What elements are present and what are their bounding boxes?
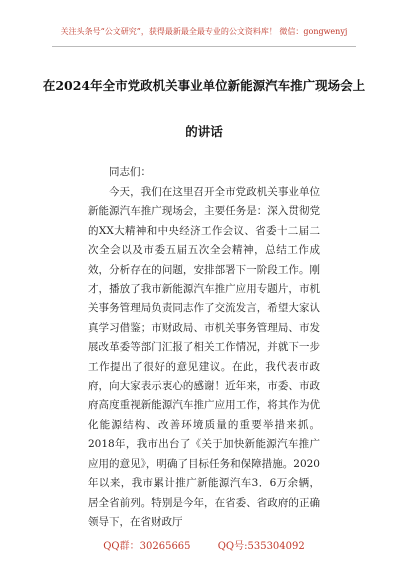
document-title-line-2: 的讲话 [185,124,223,139]
footer-qq-group: QQ群：30265665 [103,541,191,552]
footer-qq-number: QQ号:535304092 [217,541,305,552]
header-note: 关注头条号“公文研究”，获得最新最全最专业的公文资料库！ 微信：gongwenyj [60,27,348,36]
document-title-line-1: 在2024年全市党政机关事业单位新能源汽车推广现场会上 [42,78,366,93]
header-divider [52,46,356,47]
body-paragraph: 今天，我们在这里召开全市党政机关事业单位新能源汽车推广现场会，主要任务是：深入贯彻党的XX大精神和中央经济工作会议、省委十二届二次全会以及市委五届五次全会精神，总结工作成效，分析存在的问题，安排部署下一阶段工作。刚才，播放了我市新能源汽车推广应用专题片，市机关事务管理局负责同志作了交流发言，希望大家认真学习借鉴；市财政局、市机关事务管理局、市发展改革委等部门汇报了相关工作情况，并就下一步工作提出了很好的意见建议。在此，我代表市政府，向大家表示衷心的感谢！近年来，市委、市政府高度重视新能源汽车推广应用工作，将其作为优化能源结构、改善环境质量的重要举措来抓。2018年，我市出台了《关于加快新能源汽车推广应用的意见》，明确了目标任务和保障措施。2020年以来，我市累计推广新能源汽车3．6万余辆，居全省前列。特别是今年，在省委、省政府的正确领导下，在省财政厅 [88,186,320,528]
salutation: 同志们： [109,166,151,178]
footer-contact [0,537,408,552]
